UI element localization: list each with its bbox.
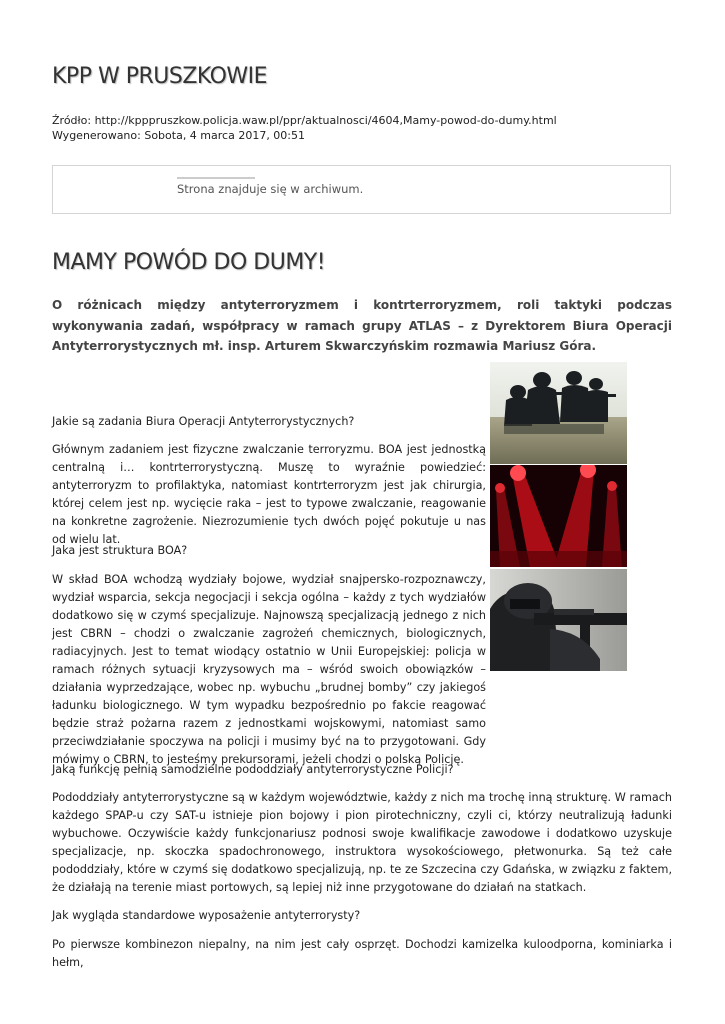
question-2: Jaka jest struktura BOA? (52, 544, 188, 557)
question-4: Jak wygląda standardowe wyposażenie antyterrorysty? (52, 909, 361, 922)
generated-line: Wygenerowano: Sobota, 4 marca 2017, 00:51 (52, 129, 306, 142)
answer-3: Pododdziały antyterrorystyczne są w każdym województwie, każdy z nich ma trochę inną strukturę. W ramach każdego SPAP-u czy SAT-u istnieje pion bojowy i pion pirotechniczny, czyli ci, którzy neutralizują ładunki wybuchowe. Oczywiście każdy funkcjonariusz podnosi swoje kwalifikacje zawodowe i dodatkowo uzyskuje specjalizacje, np. skoczka spadochronowego, instruktora wysokościowego, płetwonurka. Są też całe pododdziały, które w czymś się dodatkowo specjalizują, np. te ze Szczecina czy Gdańska, w związku z faktem, że działają na terenie miast portowych, są lepiej niż inne przygotowane do działań na statkach. (52, 791, 672, 894)
document-meta (52, 113, 557, 143)
source-line: Źródło: http://kpppruszkow.policja.waw.pl/ppr/aktualnosci/4604,Mamy-powod-do-dumy.html (52, 114, 557, 127)
archive-notice: Strona znajduje się w archiwum. (177, 182, 364, 196)
photo-red-laser-beams (490, 465, 627, 567)
photo-divers-in-water (490, 362, 627, 464)
question-3: Jaką funkcję pełnią samodzielne pododdziały antyterrorystyczne Policji? (52, 763, 454, 776)
archive-notice-divider (177, 177, 255, 179)
archive-notice-box (52, 165, 671, 214)
article-lead: O różnicach między antyterroryzmem i kontrterroryzmem, roli taktyki podczas wykonywania zadań, współpracy w ramach grupy ATLAS – z Dyrektorem Biura Operacji Antyterrorystycznych mł. insp. Arturem Skwarczyńskim rozmawia Mariusz Góra. (52, 298, 672, 353)
article-title: MAMY POWÓD DO DUMY! (52, 250, 326, 275)
photo-armed-officer-closeup (490, 569, 627, 671)
question-1: Jakie są zadania Biura Operacji Antyterrorystycznych? (52, 415, 355, 428)
answer-1: Głównym zadaniem jest fizyczne zwalczanie terroryzmu. BOA jest jednostką centralną i… kontrterrorystyczną. Muszę to wyraźnie powiedzieć: antyterroryzm to profilaktyka, natomiast kontrterroryzm jest jak chirurgia, której celem jest np. wycięcie raka – jest to typowe zwalczanie, reagowanie na konkretne zagrożenie. Niezrozumienie tych dwóch pojęć pokutuje u nas od wielu lat. (52, 443, 486, 546)
answer-4: Po pierwsze kombinezon niepalny, na nim jest cały osprzęt. Dochodzi kamizelka kuloodporna, kominiarka i hełm, (52, 938, 672, 969)
answer-2: W skład BOA wchodzą wydziały bojowe, wydział snajpersko-rozpoznawczy, wydział wsparcia, sekcja negocjacji i sekcja ogólna – każdy z tych wydziałów dodatkowo się w czymś specjalizuje. Najnowszą specjalizacją jednego z nich jest CBRN – chodzi o zwalczanie zagrożeń chemicznych, biologicznych, radiacyjnych. Jest to temat wiodący ostatnio w Unii Europejskiej: policja w ramach różnych sytuacji kryzysowych ma – wśród swoich obowiązków – działania wyprzedzające, wobec np. wybuchu „brudnej bomby” czy jakiegoś ładunku biologicznego. W tym wypadku bezpośrednio po fakcie reagować będzie straż pożarna razem z jednostkami wojskowymi, natomiast samo przeciwdziałanie spoczywa na policji i musimy być na to przygotowani. Gdy mówimy o CBRN, to jesteśmy prekursorami, jeżeli chodzi o polską Policję. (52, 573, 486, 766)
site-title: KPP W PRUSZKOWIE (52, 64, 268, 89)
